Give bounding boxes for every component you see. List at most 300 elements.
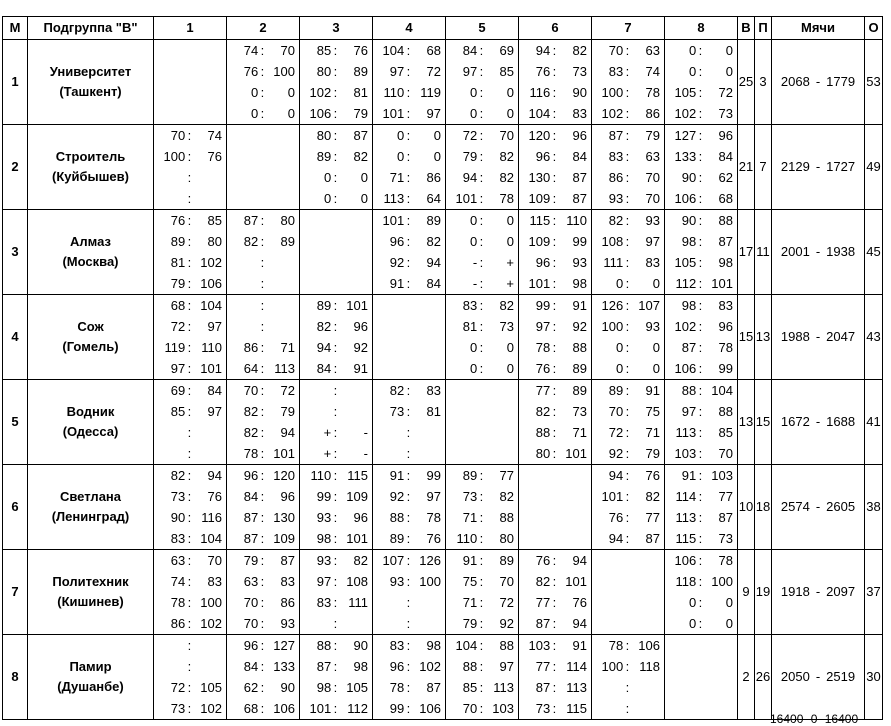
score-home: 106 — [309, 105, 332, 121]
score-home: 70 — [608, 42, 624, 58]
score-away: 87 — [572, 190, 587, 206]
score-sep: : — [260, 297, 265, 313]
score-home: 102 — [674, 318, 697, 334]
score-sep: : — [698, 467, 703, 483]
self-cell — [373, 295, 446, 380]
score-home: + — [323, 445, 332, 461]
score-away: 87 — [718, 509, 733, 525]
team-name: Водник — [66, 404, 115, 419]
score-away — [340, 401, 372, 422]
score-sep: : — [187, 445, 192, 461]
score-home: 73 — [170, 488, 186, 504]
score-away: 105 — [200, 679, 222, 695]
score-away: 86 — [280, 594, 295, 610]
score-away: 102 — [200, 254, 222, 270]
score-away: 106 — [638, 637, 660, 653]
score-cell — [446, 550, 519, 635]
balls-dash: - — [815, 244, 821, 259]
score-sep: : — [625, 360, 630, 376]
score-home: 68 — [243, 700, 259, 716]
score-cell — [154, 550, 227, 635]
score-away: 96 — [280, 488, 295, 504]
score-home — [227, 273, 258, 294]
score-cell — [519, 210, 592, 295]
score-home: 91 — [462, 552, 478, 568]
score-away: 82 — [499, 148, 514, 164]
score-sep: : — [698, 530, 703, 546]
score-home: 106 — [674, 360, 697, 376]
score-sep: : — [479, 190, 484, 206]
score-away — [267, 252, 299, 273]
score-home: 89 — [462, 467, 478, 483]
score-sep: : — [187, 127, 192, 143]
score-sep: : — [479, 42, 484, 58]
team-city: (Куйбышев) — [51, 169, 129, 184]
score-home: 100 — [601, 318, 624, 334]
score-home: 82 — [243, 233, 259, 249]
score-home: 79 — [462, 615, 478, 631]
score-away — [340, 380, 372, 401]
score-home: 87 — [535, 679, 551, 695]
score-sep: : — [479, 297, 484, 313]
score-home: 97 — [170, 360, 186, 376]
team-row — [3, 295, 883, 380]
score-sep: : — [698, 339, 703, 355]
score-away: 79 — [353, 105, 368, 121]
score-sep: : — [406, 105, 411, 121]
score-home: 87 — [681, 339, 697, 355]
score-sep: : — [479, 573, 484, 589]
score-home: 76 — [535, 360, 551, 376]
score-home: 82 — [389, 382, 405, 398]
score-home: 97 — [389, 63, 405, 79]
score-sep: : — [187, 509, 192, 525]
score-home: 105 — [674, 84, 697, 100]
score-away: 80 — [499, 530, 514, 546]
score-away: 87 — [645, 530, 660, 546]
score-away: 83 — [645, 254, 660, 270]
score-sep: : — [625, 233, 630, 249]
score-away: 108 — [346, 573, 368, 589]
score-home: 72 — [170, 318, 186, 334]
score-away: 83 — [572, 105, 587, 121]
score-away: 91 — [645, 382, 660, 398]
score-away: 100 — [273, 63, 295, 79]
score-away — [340, 613, 372, 634]
score-away: 76 — [207, 488, 222, 504]
score-sep: : — [552, 700, 557, 716]
score-home — [373, 443, 404, 464]
score-home: 111 — [603, 254, 624, 270]
score-sep: : — [552, 42, 557, 58]
score-away — [194, 167, 226, 188]
score-away: 82 — [426, 233, 441, 249]
score-away: 99 — [426, 467, 441, 483]
score-home: 70 — [462, 700, 478, 716]
score-home: 87 — [243, 212, 259, 228]
score-home: 76 — [608, 509, 624, 525]
row-number: 6 — [3, 465, 28, 550]
score-sep: : — [333, 488, 338, 504]
score-cell — [446, 125, 519, 210]
score-away: 72 — [718, 84, 733, 100]
score-away: 70 — [280, 42, 295, 58]
team-city: (Ленинград) — [51, 509, 130, 524]
score-sep: : — [625, 42, 630, 58]
score-sep: : — [698, 445, 703, 461]
score-sep: : — [260, 403, 265, 419]
score-away: 100 — [419, 573, 441, 589]
score-away: 97 — [207, 403, 222, 419]
score-cell — [665, 550, 738, 635]
score-sep: : — [552, 382, 557, 398]
balls-scored: 1918 — [780, 584, 810, 599]
score-sep: : — [698, 615, 703, 631]
score-cell — [227, 550, 300, 635]
score-sep: : — [333, 339, 338, 355]
score-away: 98 — [353, 658, 368, 674]
score-home: 96 — [243, 637, 259, 653]
score-cell — [592, 465, 665, 550]
score-away: 0 — [725, 63, 733, 79]
score-sep: : — [552, 339, 557, 355]
score-home: 82 — [535, 573, 551, 589]
score-away: 103 — [492, 700, 514, 716]
score-away: 83 — [207, 573, 222, 589]
score-sep: : — [187, 275, 192, 291]
score-sep: : — [333, 169, 338, 185]
score-sep: : — [260, 382, 265, 398]
score-home: 84 — [243, 658, 259, 674]
score-away: 71 — [645, 424, 660, 440]
score-away: 78 — [499, 190, 514, 206]
score-sep: : — [406, 42, 411, 58]
score-home — [227, 316, 258, 337]
score-away: 0 — [652, 275, 660, 291]
score-away: 76 — [207, 148, 222, 164]
score-away: 130 — [273, 509, 295, 525]
score-sep: : — [698, 318, 703, 334]
score-sep: : — [625, 424, 630, 440]
score-sep: : — [625, 509, 630, 525]
score-away: 104 — [711, 382, 733, 398]
score-away: 111 — [348, 594, 368, 610]
team-name: Строитель — [55, 149, 126, 164]
score-sep: : — [552, 679, 557, 695]
score-sep: : — [479, 318, 484, 334]
score-away: 91 — [353, 360, 368, 376]
score-home — [300, 401, 331, 422]
row-number: 5 — [3, 380, 28, 465]
score-home: 80 — [316, 63, 332, 79]
score-sep: : — [333, 297, 338, 313]
score-away: 62 — [718, 169, 733, 185]
score-home: 82 — [243, 424, 259, 440]
score-home: 0 — [615, 360, 624, 376]
score-sep: : — [187, 382, 192, 398]
wins-value: 17 — [738, 210, 755, 295]
score-away: 73 — [572, 63, 587, 79]
score-sep: : — [625, 297, 630, 313]
score-away: 94 — [207, 467, 222, 483]
score-sep: : — [333, 360, 338, 376]
team-city: (Гомель) — [62, 339, 119, 354]
score-sep: : — [479, 467, 484, 483]
score-away: 105 — [346, 679, 368, 695]
score-sep: : — [406, 552, 411, 568]
score-sep: : — [479, 615, 484, 631]
team-name-cell — [28, 295, 154, 380]
score-home — [227, 295, 258, 316]
standings-table — [2, 16, 883, 720]
score-sep: : — [625, 445, 630, 461]
score-sep: : — [552, 105, 557, 121]
score-sep: : — [552, 190, 557, 206]
score-home: 97 — [681, 403, 697, 419]
score-sep: : — [333, 509, 338, 525]
score-away: 79 — [280, 403, 295, 419]
score-cell — [446, 40, 519, 125]
score-sep: : — [333, 42, 338, 58]
team-city: (Душанбе) — [57, 679, 124, 694]
score-sep: : — [698, 254, 703, 270]
team-name: Сож — [77, 319, 104, 334]
score-sep: : — [625, 275, 630, 291]
score-away: 79 — [645, 127, 660, 143]
score-away: 115 — [566, 700, 587, 716]
score-sep: : — [333, 63, 338, 79]
score-cell — [154, 295, 227, 380]
score-away: 113 — [274, 360, 295, 376]
score-sep: : — [406, 467, 411, 483]
score-sep: : — [552, 148, 557, 164]
score-sep: : — [406, 382, 411, 398]
score-sep: : — [187, 233, 192, 249]
score-sep: : — [698, 382, 703, 398]
score-sep: : — [698, 233, 703, 249]
score-sep: : — [260, 360, 265, 376]
score-away — [413, 592, 445, 613]
score-home: 76 — [170, 212, 186, 228]
score-home: 84 — [243, 488, 259, 504]
score-sep: : — [552, 552, 557, 568]
team-city: (Кишинев) — [57, 594, 124, 609]
score-away: 71 — [280, 339, 295, 355]
score-away: 92 — [353, 339, 368, 355]
score-away — [194, 656, 226, 677]
score-cell — [373, 125, 446, 210]
balls-value — [772, 465, 865, 550]
score-sep: : — [260, 552, 265, 568]
team-name: Светлана — [59, 489, 122, 504]
score-away: 101 — [565, 445, 587, 461]
score-away: 96 — [718, 318, 733, 334]
score-sep: : — [187, 488, 192, 504]
score-sep: : — [260, 467, 265, 483]
score-away: 89 — [572, 382, 587, 398]
score-sep: : — [187, 190, 192, 206]
score-home: - — [472, 275, 478, 291]
score-sep: : — [479, 637, 484, 653]
score-sep: : — [187, 700, 192, 716]
score-away: 83 — [718, 297, 733, 313]
score-home: 83 — [462, 297, 478, 313]
team-name: Памир — [69, 659, 112, 674]
score-home: 0 — [469, 84, 478, 100]
score-away: 82 — [353, 148, 368, 164]
score-home: 110 — [310, 467, 332, 483]
score-sep: : — [552, 297, 557, 313]
header-col-7: 7 — [592, 17, 665, 40]
score-home: 87 — [243, 509, 259, 525]
score-away: 87 — [426, 679, 441, 695]
row-number: 3 — [3, 210, 28, 295]
score-sep: : — [187, 169, 192, 185]
score-sep: : — [698, 63, 703, 79]
score-home — [373, 613, 404, 634]
score-away: 81 — [426, 403, 441, 419]
score-away: 73 — [718, 105, 733, 121]
score-sep: : — [406, 127, 411, 143]
score-sep: : — [479, 127, 484, 143]
losses-value: 7 — [755, 125, 772, 210]
score-sep: : — [260, 42, 265, 58]
score-sep: : — [625, 63, 630, 79]
score-away: 0 — [725, 594, 733, 610]
score-sep: : — [406, 169, 411, 185]
score-sep: : — [260, 212, 265, 228]
score-away: 89 — [572, 360, 587, 376]
score-home: 88 — [462, 658, 478, 674]
score-home: 82 — [316, 318, 332, 334]
score-cell — [300, 295, 373, 380]
score-home: 77 — [535, 658, 551, 674]
score-away: 97 — [426, 105, 441, 121]
points-value: 38 — [865, 465, 883, 550]
score-sep: : — [625, 700, 630, 716]
score-home: 69 — [170, 382, 186, 398]
score-home: 101 — [382, 105, 405, 121]
score-home: 108 — [601, 233, 624, 249]
score-home: 0 — [615, 275, 624, 291]
score-away: 96 — [353, 318, 368, 334]
score-cell — [227, 635, 300, 720]
score-away: 103 — [711, 467, 733, 483]
score-cell — [154, 210, 227, 295]
score-sep: : — [406, 488, 411, 504]
score-sep: : — [406, 84, 411, 100]
wins-value: 13 — [738, 380, 755, 465]
score-home: 0 — [688, 63, 697, 79]
score-sep: : — [406, 63, 411, 79]
score-sep: : — [187, 658, 192, 674]
score-sep: : — [333, 424, 338, 440]
balls-conceded: 1727 — [826, 159, 856, 174]
self-cell — [227, 125, 300, 210]
score-sep: : — [187, 530, 192, 546]
score-away: 102 — [200, 615, 222, 631]
score-home: 112 — [675, 275, 697, 291]
score-home: 70 — [243, 615, 259, 631]
team-row — [3, 465, 883, 550]
score-cell — [154, 465, 227, 550]
score-away: 71 — [572, 424, 587, 440]
score-away: 101 — [273, 445, 295, 461]
score-sep: : — [406, 615, 411, 631]
score-sep: : — [260, 700, 265, 716]
score-sep: : — [625, 105, 630, 121]
score-home: 105 — [674, 254, 697, 270]
score-cell — [519, 125, 592, 210]
score-sep: : — [406, 573, 411, 589]
score-sep: : — [552, 169, 557, 185]
score-sep: : — [187, 594, 192, 610]
score-home: 94 — [462, 169, 478, 185]
score-away: 94 — [572, 615, 587, 631]
score-home: 0 — [250, 105, 259, 121]
score-sep: : — [333, 148, 338, 164]
score-away: 127 — [273, 637, 295, 653]
losses-value: 11 — [755, 210, 772, 295]
score-cell — [446, 295, 519, 380]
score-cell — [373, 465, 446, 550]
score-sep: : — [625, 148, 630, 164]
score-away: 0 — [506, 84, 514, 100]
score-sep: : — [260, 658, 265, 674]
score-home: 93 — [316, 509, 332, 525]
losses-value: 18 — [755, 465, 772, 550]
team-name-cell — [28, 380, 154, 465]
score-home: 71 — [462, 509, 478, 525]
score-away: 64 — [426, 190, 441, 206]
score-sep: : — [260, 84, 265, 100]
score-away: 0 — [652, 339, 660, 355]
score-away: 94 — [572, 552, 587, 568]
score-away: 87 — [718, 233, 733, 249]
score-home: 71 — [462, 594, 478, 610]
score-sep: : — [698, 148, 703, 164]
score-sep: : — [698, 42, 703, 58]
score-away: 120 — [273, 467, 295, 483]
score-sep: : — [187, 403, 192, 419]
team-city: (Москва) — [62, 254, 119, 269]
header-col-2: 2 — [227, 17, 300, 40]
score-sep: : — [698, 488, 703, 504]
score-away: 86 — [426, 169, 441, 185]
score-sep: : — [552, 424, 557, 440]
points-value: 30 — [865, 635, 883, 720]
score-sep: : — [187, 212, 192, 228]
score-home: 94 — [608, 467, 624, 483]
score-away: + — [506, 254, 514, 270]
score-sep: : — [552, 254, 557, 270]
score-away: 0 — [287, 84, 295, 100]
score-home: 98 — [316, 679, 332, 695]
score-sep: : — [187, 297, 192, 313]
score-home — [154, 167, 185, 188]
score-away: 89 — [280, 233, 295, 249]
score-sep: : — [260, 318, 265, 334]
wins-value: 21 — [738, 125, 755, 210]
score-sep: : — [406, 233, 411, 249]
score-sep: : — [260, 488, 265, 504]
score-home: 106 — [674, 190, 697, 206]
score-home: 96 — [389, 233, 405, 249]
losses-value: 26 — [755, 635, 772, 720]
score-home: 87 — [608, 127, 624, 143]
score-home: 80 — [316, 127, 332, 143]
score-away: 76 — [572, 594, 587, 610]
